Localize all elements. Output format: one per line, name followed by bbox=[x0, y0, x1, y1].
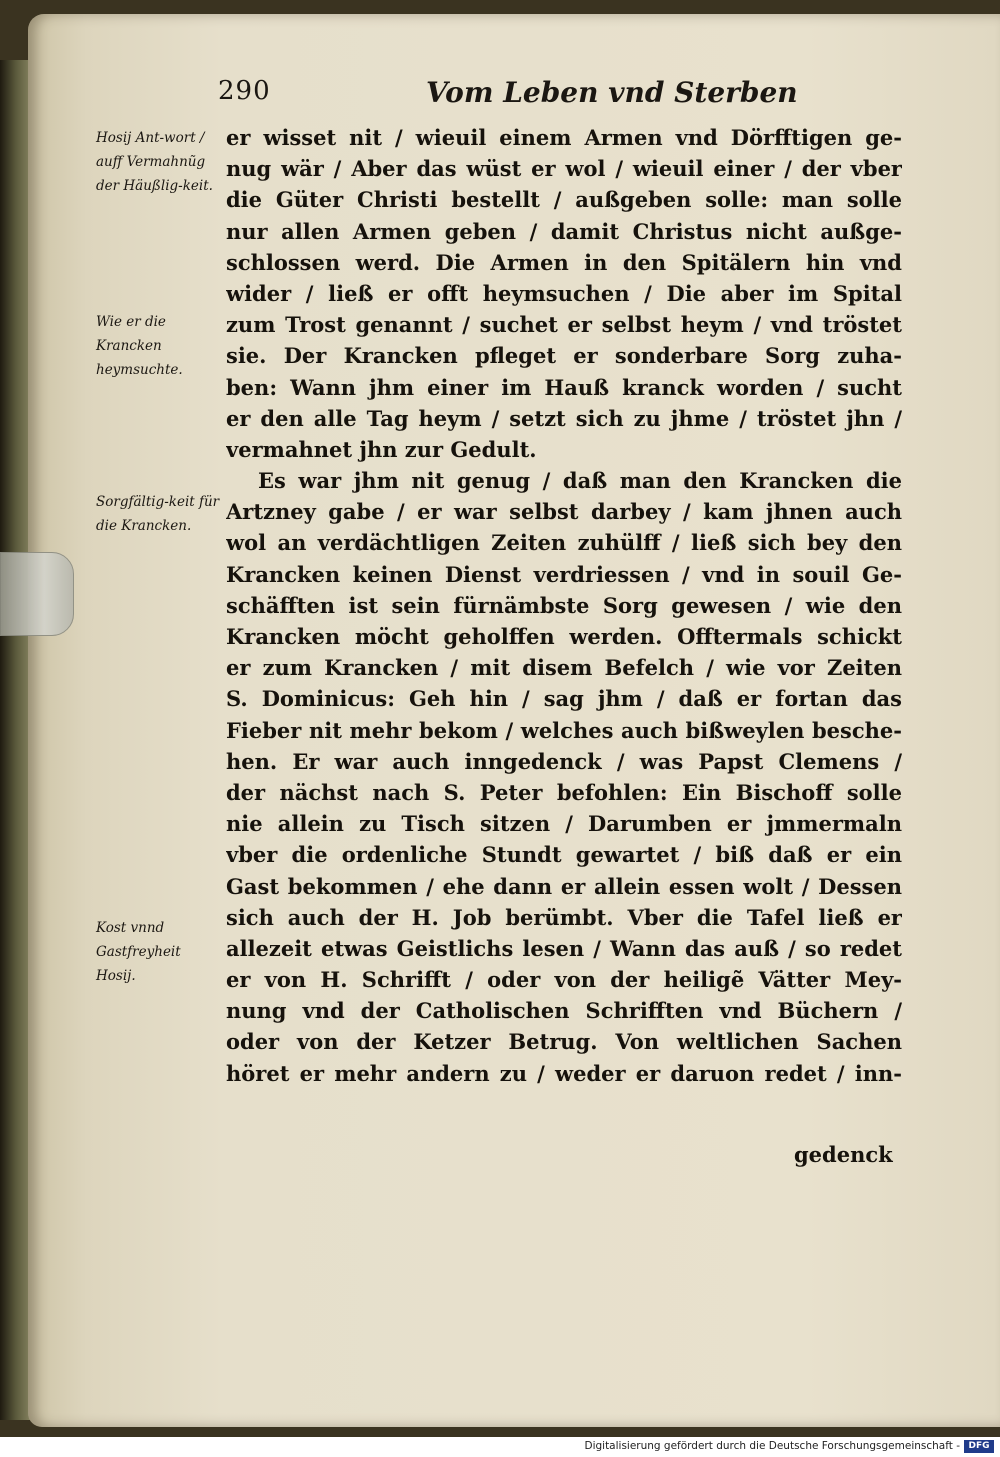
body-line: Artzney gabe / er war selbst darbey / kam jhnen auch bbox=[226, 499, 902, 525]
margin-note-gastfreyheit: Kost vnnd Gastfreyheit Hosij. bbox=[96, 920, 181, 984]
body-line: schlossen werd. Die Armen in den Spitälern hin vnd bbox=[226, 249, 902, 275]
footer-credit-bar bbox=[0, 1437, 1000, 1457]
body-line: hen. Er war auch inngedenck / was Papst Clemens / bbox=[226, 748, 902, 774]
margin-note-sorgfaeltigkeit: Sorgfältig-keit für die Krancken. bbox=[96, 494, 220, 534]
body-line: nung vnd der Catholischen Schrifften vnd Büchern / bbox=[226, 998, 902, 1024]
running-title: Vom Leben vnd Sterben bbox=[426, 76, 798, 109]
page-clip-bookmark bbox=[0, 552, 74, 636]
body-line: vber die ordenliche Stundt gewartet / biß daß er ein bbox=[226, 842, 902, 868]
body-line: zum Trost genannt / suchet er selbst heym / vnd tröstet bbox=[226, 312, 902, 338]
page-number: 290 bbox=[218, 76, 271, 106]
body-line: der nächst nach S. Peter befohlen: Ein Bischoff solle bbox=[226, 779, 902, 805]
body-line: er zum Krancken / mit disem Befelch / wie vor Zeiten bbox=[226, 655, 902, 681]
body-text bbox=[226, 122, 902, 1089]
body-line: nie allein zu Tisch sitzen / Darumben er jmmermaln bbox=[226, 811, 902, 837]
body-line: sich auch der H. Job berümbt. Vber die Tafel ließ er bbox=[226, 904, 902, 930]
funding-credit: Digitalisierung gefördert durch die Deutsche Forschungsgemeinschaft - bbox=[584, 1440, 960, 1452]
body-line: ben: Wann jhm einer im Hauß kranck worden / sucht bbox=[226, 374, 902, 400]
body-line: allezeit etwas Geistlichs lesen / Wann das auß / so redet bbox=[226, 935, 902, 961]
body-line: wider / ließ er offt heymsuchen / Die aber im Spital bbox=[226, 280, 902, 306]
body-line: schäfften ist sein fürnämbste Sorg gewesen / wie den bbox=[226, 592, 902, 618]
body-line: wol an verdächtligen Zeiten zuhülff / ließ sich bey den bbox=[226, 530, 902, 556]
body-line: höret er mehr andern zu / weder er daruon redet / inn- bbox=[226, 1060, 902, 1086]
body-line: er wisset nit / wieuil einem Armen vnd Dörfftigen ge- bbox=[226, 125, 902, 150]
body-line: nug wär / Aber das wüst er wol / wieuil einer / der vber bbox=[226, 156, 902, 182]
body-line: Fieber nit mehr bekom / welches auch bißweylen besche- bbox=[226, 717, 902, 743]
body-line: sie. Der Krancken pfleget er sonderbare Sorg zuha- bbox=[226, 343, 902, 369]
body-line: nur allen Armen geben / damit Christus nicht außge- bbox=[226, 218, 902, 244]
dfg-logo-icon: DFG bbox=[964, 1440, 994, 1453]
catchword: gedenck bbox=[794, 1142, 893, 1167]
body-line: er den alle Tag heym / setzt sich zu jhme / tröstet jhn / bbox=[226, 405, 902, 431]
body-line: oder von der Ketzer Betrug. Von weltlichen Sachen bbox=[226, 1029, 902, 1055]
body-line: Es war jhm nit genug / daß man den Krancken die bbox=[258, 468, 902, 494]
body-line: Gast bekommen / ehe dann er allein essen wolt / Dessen bbox=[226, 873, 902, 899]
body-line: er von H. Schrifft / oder von der heiligẽ Vätter Mey- bbox=[226, 967, 902, 993]
body-line: S. Dominicus: Geh hin / sag jhm / daß er fortan das bbox=[226, 686, 902, 712]
margin-note-krancken-heymsuchte: Wie er die Krancken heymsuchte. bbox=[96, 314, 183, 378]
body-line: die Güter Christi bestellt / außgeben solle: man solle bbox=[226, 187, 902, 213]
body-line: vermahnet jhn zur Gedult. bbox=[226, 436, 537, 462]
body-line: Krancken keinen Dienst verdriessen / vnd in souil Ge- bbox=[226, 561, 902, 587]
margin-note-antwort: Hosij Ant-wort / auff Vermahnũg der Häußlig-keit. bbox=[96, 130, 213, 194]
body-line: Krancken möcht geholffen werden. Offtermals schickt bbox=[226, 624, 902, 649]
page-header bbox=[218, 76, 898, 116]
